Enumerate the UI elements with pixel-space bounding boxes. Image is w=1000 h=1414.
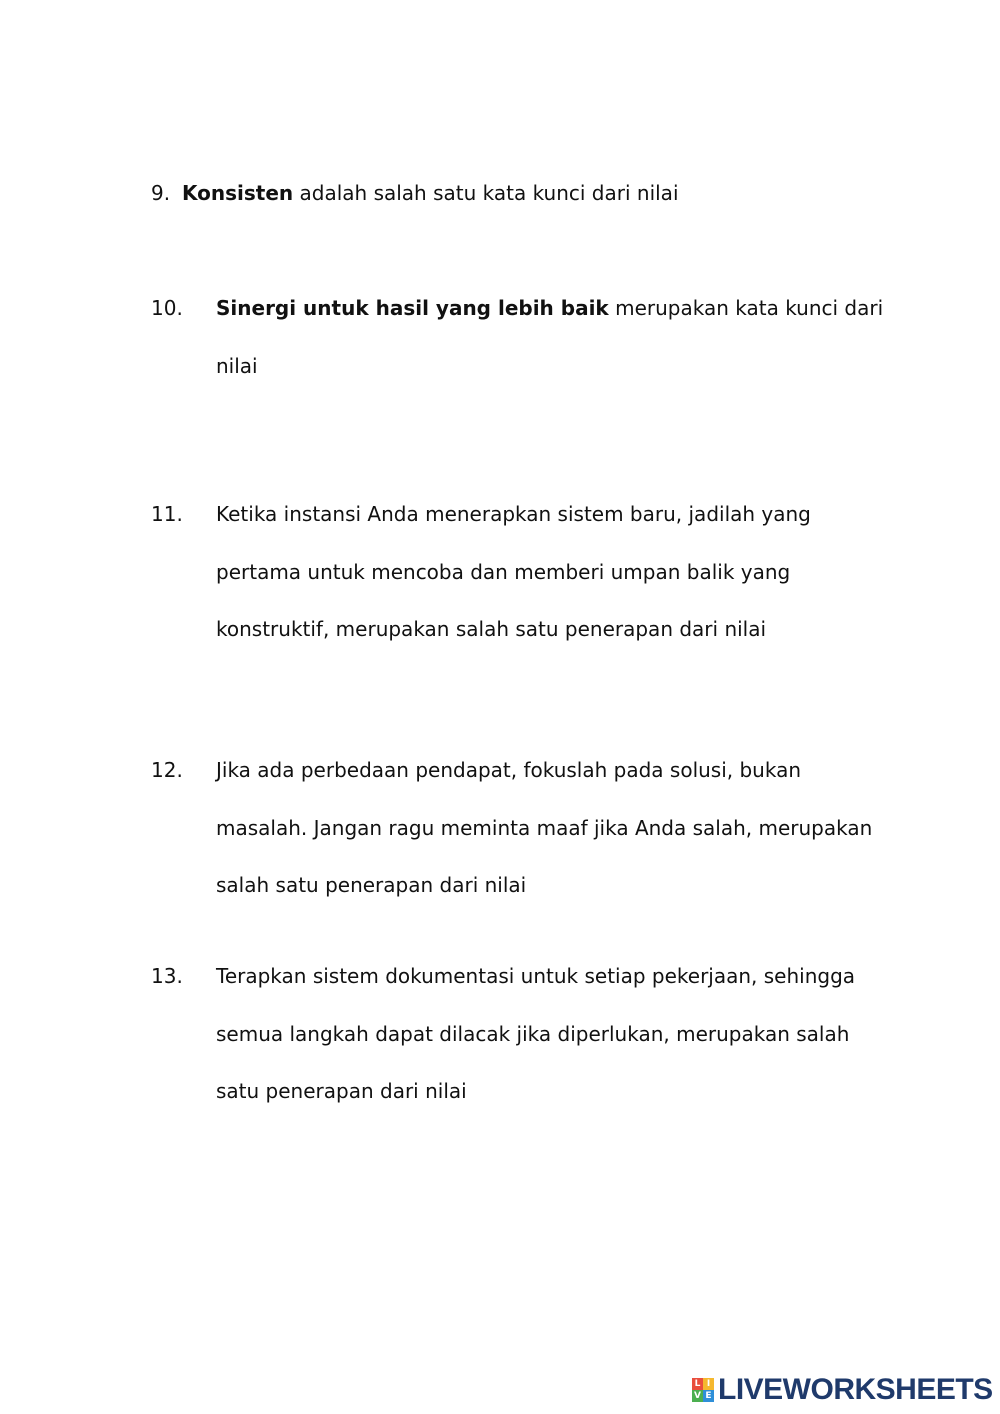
question-number: 10. bbox=[151, 296, 183, 320]
question-text: merupakan kata kunci dari bbox=[608, 296, 884, 320]
question-text-line: salah satu penerapan dari nilai bbox=[216, 873, 527, 897]
logo-mark-letter: E bbox=[703, 1390, 714, 1402]
question-number: 11. bbox=[151, 502, 183, 526]
logo-mark-letter: I bbox=[703, 1378, 714, 1390]
question-text-line: masalah. Jangan ragu meminta maaf jika Anda salah, merupakan bbox=[216, 816, 873, 840]
logo-wordmark: LIVEWORKSHEETS bbox=[718, 1373, 993, 1406]
logo-mark-letter: L bbox=[692, 1378, 703, 1390]
question-keyword: Konsisten bbox=[182, 181, 294, 205]
question-text-line: konstruktif, merupakan salah satu penerapan dari nilai bbox=[216, 617, 767, 641]
question-text-line bbox=[216, 295, 883, 321]
question-text-line: satu penerapan dari nilai bbox=[216, 1079, 467, 1103]
question-text-line: Jika ada perbedaan pendapat, fokuslah pada solusi, bukan bbox=[216, 758, 802, 782]
question-text-line: nilai bbox=[216, 354, 258, 378]
liveworksheets-logo bbox=[692, 1374, 993, 1406]
question-text: adalah salah satu kata kunci dari nilai bbox=[293, 181, 679, 205]
question-number: 12. bbox=[151, 758, 183, 782]
question-text-line bbox=[182, 180, 679, 206]
question-text-line: Terapkan sistem dokumentasi untuk setiap pekerjaan, sehingga bbox=[216, 964, 856, 988]
question-number: 9. bbox=[151, 181, 171, 205]
question-text-line: semua langkah dapat dilacak jika diperlukan, merupakan salah bbox=[216, 1022, 850, 1046]
question-number: 13. bbox=[151, 964, 183, 988]
logo-mark-letter: V bbox=[692, 1390, 703, 1402]
question-keyword: Sinergi untuk hasil yang lebih baik bbox=[216, 296, 609, 320]
question-text-line: pertama untuk mencoba dan memberi umpan balik yang bbox=[216, 560, 791, 584]
liveworksheets-mark-icon bbox=[692, 1378, 714, 1402]
question-text-line: Ketika instansi Anda menerapkan sistem baru, jadilah yang bbox=[216, 502, 811, 526]
